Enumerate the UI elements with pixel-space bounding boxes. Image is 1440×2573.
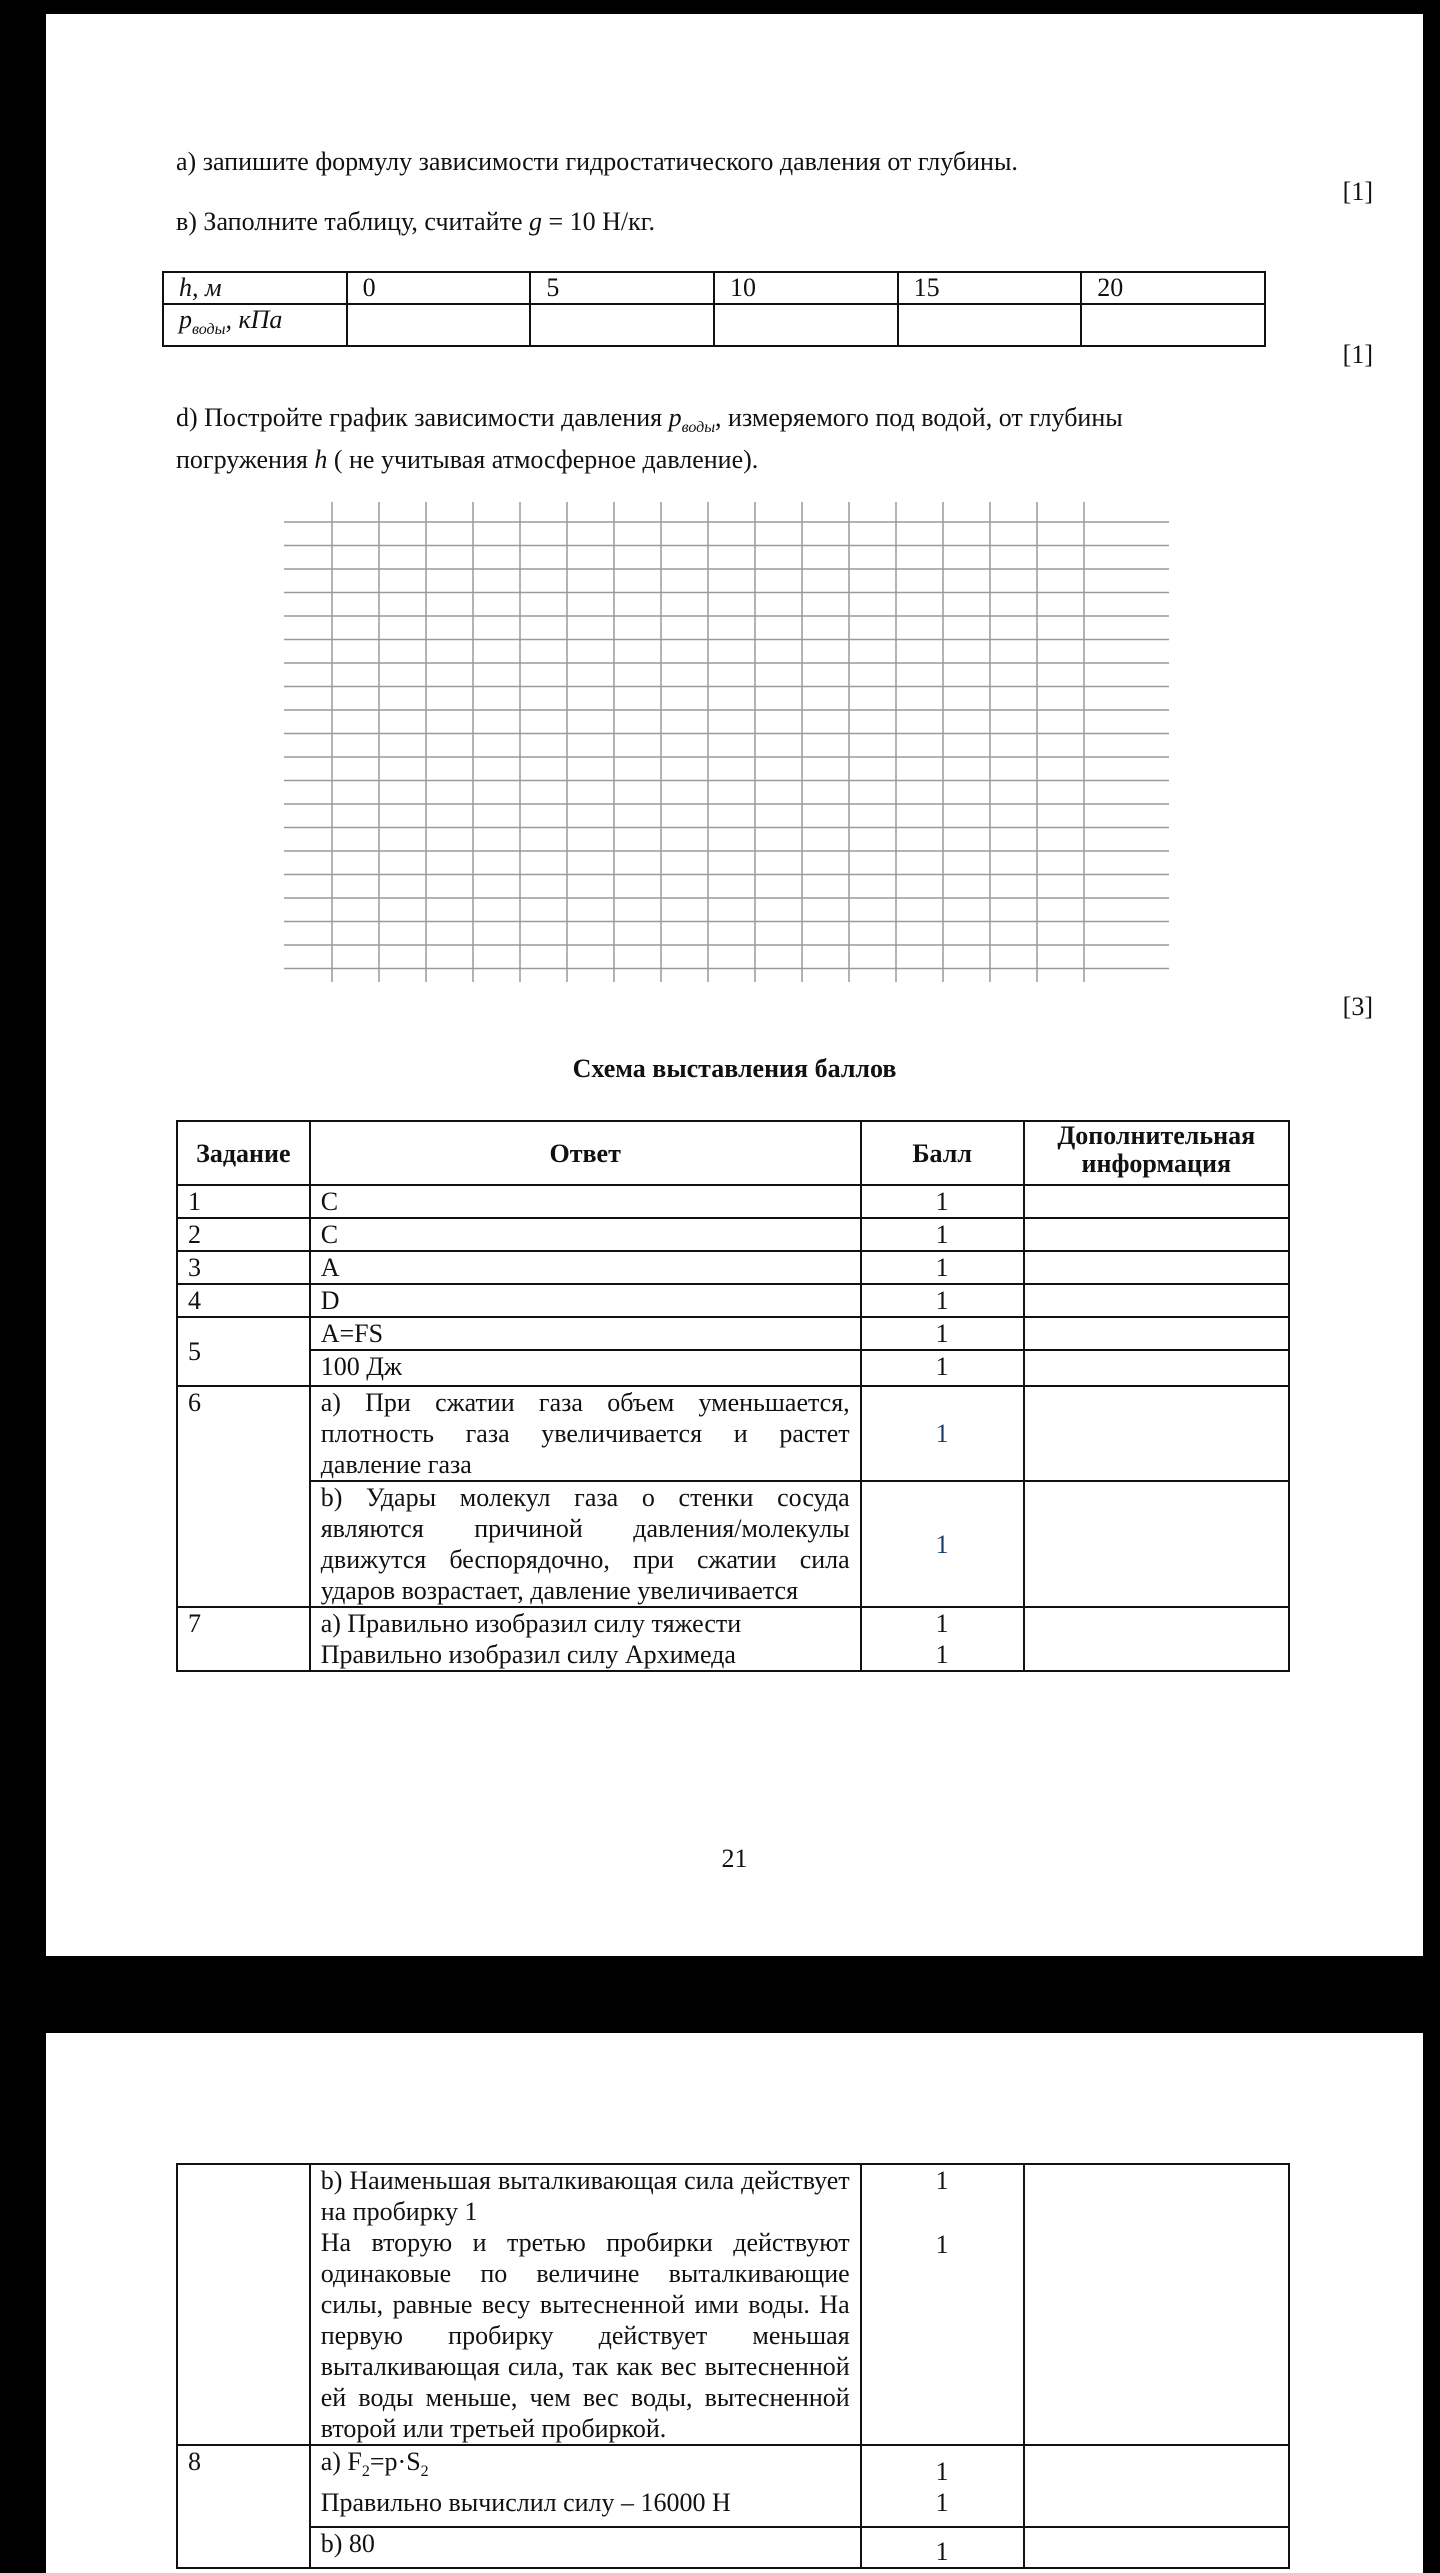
question-b: в) Заполните таблицу, считайте g = 10 Н/кг. [176,207,656,236]
header-answer: Ответ [310,1121,861,1185]
extra-cell [1024,1185,1289,1218]
answer-paragraph: b) Наименьшая выталкивающая сила действует на пробирку 1 [320,2166,850,2226]
table-row [177,1218,1289,1251]
extra-cell [1024,1251,1289,1284]
question-a: а) запишите формулу зависимости гидростатического давления от глубины. [176,147,1018,176]
score-b: [1] [1342,340,1373,369]
header-points: Балл [861,1121,1024,1185]
header-extra: Дополнительная информация [1024,1121,1289,1185]
table-row [177,1607,1289,1671]
table-row [163,304,1265,346]
answer-line: Правильно изобразил силу Архимеда [320,1640,736,1669]
extra-cell [1024,1607,1289,1671]
points-cell: 1 [861,2527,1024,2568]
points-cell: 1 [861,1185,1024,1218]
question-d: d) Постройте график зависимости давления $p_{воды}$, измеряемого под водой, от глубины погружения h ( не учитывая атмосферное давление). [176,403,1123,475]
extra-cell [1024,1284,1289,1317]
points-cell: 1 [861,1218,1024,1251]
extra-cell [1024,1386,1289,1481]
points-cell [861,2164,1024,2445]
task-number: 3 [177,1251,310,1284]
points-value: 1 [935,1609,949,1638]
table-row [177,2164,1289,2445]
pressure-cell[interactable] [898,304,1082,346]
scoring-table-continued [176,2163,1290,2569]
table-row [177,1350,1289,1386]
row-label-h: h, м [163,272,347,304]
pressure-cell[interactable] [347,304,531,346]
task-number: 8 [177,2445,310,2568]
task-number: 4 [177,1284,310,1317]
table-row [177,1481,1289,1607]
depth-pressure-table [162,271,1266,347]
table-row [177,1185,1289,1218]
pressure-cell[interactable] [1081,304,1265,346]
answer-cell: D [310,1284,861,1317]
answer-cell: b) Удары молекул газа о стенки сосуда являются причиной давления/молекулы движутся беспорядочно, при сжатии сила ударов возрастает, давление увеличивается [310,1481,861,1607]
table-header-row [177,1121,1289,1185]
page-22 [46,2033,1423,2573]
row-label-p: $p_{воды}$, кПа [163,304,347,346]
answer-cell: C [310,1185,861,1218]
table-row [177,1284,1289,1317]
answer-cell: а) При сжатии газа объем уменьшается, плотность газа увеличивается и растет давление газа [310,1386,861,1481]
points-value: 1 [935,2166,949,2195]
task-number: 1 [177,1185,310,1218]
answer-line: Правильно вычислил силу – 16000 Н [320,2488,731,2518]
extra-cell [1024,1350,1289,1386]
table-row [177,1386,1289,1481]
answer-cell: A=FS [310,1317,861,1350]
answer-cell: b) 80 [310,2527,861,2568]
answer-line: а) Правильно изобразил силу тяжести [320,1609,742,1638]
table-row [163,272,1265,304]
pressure-cell[interactable] [714,304,898,346]
points-cell: 1 [861,1317,1024,1350]
table-row [177,1317,1289,1350]
answer-cell: C [310,1218,861,1251]
depth-cell: 5 [530,272,714,304]
task-number: 5 [177,1317,310,1386]
score-d: [3] [1342,992,1373,1021]
depth-cell: 0 [347,272,531,304]
table-row [177,2445,1289,2527]
points-value: 1 [935,2457,949,2486]
extra-cell [1024,1218,1289,1251]
task-number: 6 [177,1386,310,1607]
page-21 [46,14,1423,1956]
task-number: 7 [177,1607,310,1671]
points-cell: 1 [861,1251,1024,1284]
answer-paragraph: На вторую и третью пробирки действуют одинаковые по величине выталкивающие силы, равные весу вытесненной ими воды. На первую пробирку действует меньшая выталкивающая сила, так как вес вытесненной ей воды меньше, чем вес воды, вытесненной второй или третьей пробиркой. [320,2228,850,2443]
points-value: 1 [935,1640,949,1669]
pressure-cell[interactable] [530,304,714,346]
header-task: Задание [177,1121,310,1185]
answer-cell [310,1607,861,1671]
depth-cell: 10 [714,272,898,304]
task-number: 2 [177,1218,310,1251]
table-row [177,1251,1289,1284]
answer-cell [310,2445,861,2527]
answer-line: а) $F_2=p\cdot S_2$ [320,2447,429,2481]
points-value: 1 [935,2230,949,2259]
graph-grid[interactable] [284,502,1184,982]
points-cell: 1 [861,1350,1024,1386]
extra-cell [1024,1481,1289,1607]
answer-cell: 100 Дж [310,1350,861,1386]
points-cell [861,2445,1024,2527]
extra-cell [1024,2164,1289,2445]
table-row [177,2527,1289,2568]
points-cell: 1 [861,1481,1024,1607]
extra-cell [1024,2445,1289,2527]
answer-cell: A [310,1251,861,1284]
points-value: 1 [935,2488,949,2517]
scoring-table [176,1120,1290,1672]
points-cell: 1 [861,1386,1024,1481]
extra-cell [1024,1317,1289,1350]
task-number [177,2164,310,2445]
extra-cell [1024,2527,1289,2568]
score-a: [1] [1342,177,1373,206]
depth-cell: 15 [898,272,1082,304]
points-cell [861,1607,1024,1671]
depth-cell: 20 [1081,272,1265,304]
points-cell: 1 [861,1284,1024,1317]
scheme-title: Схема выставления баллов [572,1054,897,1083]
page-number: 21 [721,1844,748,1873]
answer-cell [310,2164,861,2445]
